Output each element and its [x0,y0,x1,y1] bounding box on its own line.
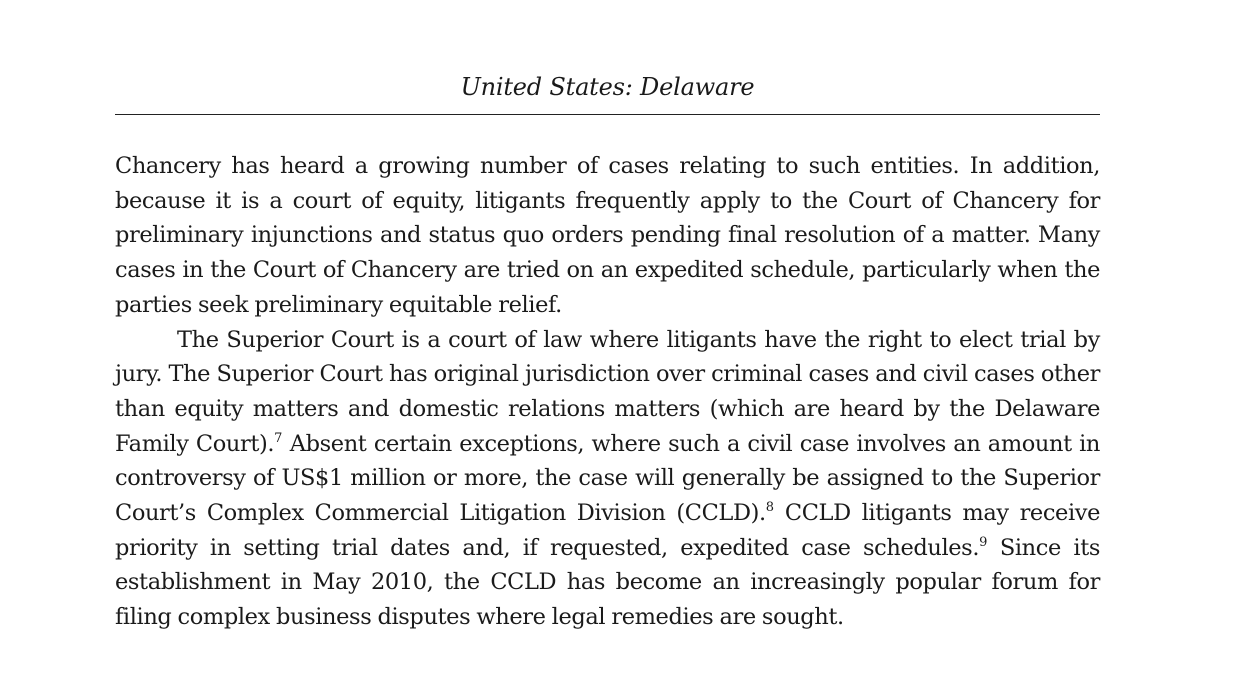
header-rule [115,114,1100,115]
document-page [115,0,1100,684]
footnote-marker[interactable]: 9 [979,534,988,550]
paragraph-text-segment: Absent certain exceptions, where such a civil case involves an amount in controversy of US$1 million or more, the case will generally be assigned to the Superior Court’s Complex Commercial Litigation Division (CCLD). [115,430,1101,527]
paragraph-chancery: Chancery has heard a growing number of cases relating to such entities. In addition, because it is a court of equity, litigants frequently apply to the Court of Chancery for preliminary injunctions and status quo orders pending final resolution of a matter. Many cases in the Court of Chancery are tried on an expedited schedule, particularly when the parties seek preliminary equitable relief. [115,153,1100,318]
paragraph-text-segment: Since its establishment in May 2010, the CCLD has become an increasingly popular forum for filing complex business disputes where legal remedies are sought. [115,534,1100,631]
footnote-marker[interactable]: 7 [274,430,283,446]
paragraph-text-segment: The Superior Court is a court of law where litigants have the right to elect trial by jury. The Superior Court has original jurisdiction over criminal cases and civil cases other than equity matters and domestic relations matters (which are heard by the Delaware Family Court). [115,326,1100,457]
body-text [115,149,1100,635]
running-header-title: United States: Delaware [460,73,755,101]
footnote-marker[interactable]: 8 [765,500,775,516]
paragraph-text-segment: CCLD litigants may receive priority in setting trial dates and, if requested, expedited case schedules. [115,500,1100,561]
paragraph-superior-court [115,323,1100,635]
